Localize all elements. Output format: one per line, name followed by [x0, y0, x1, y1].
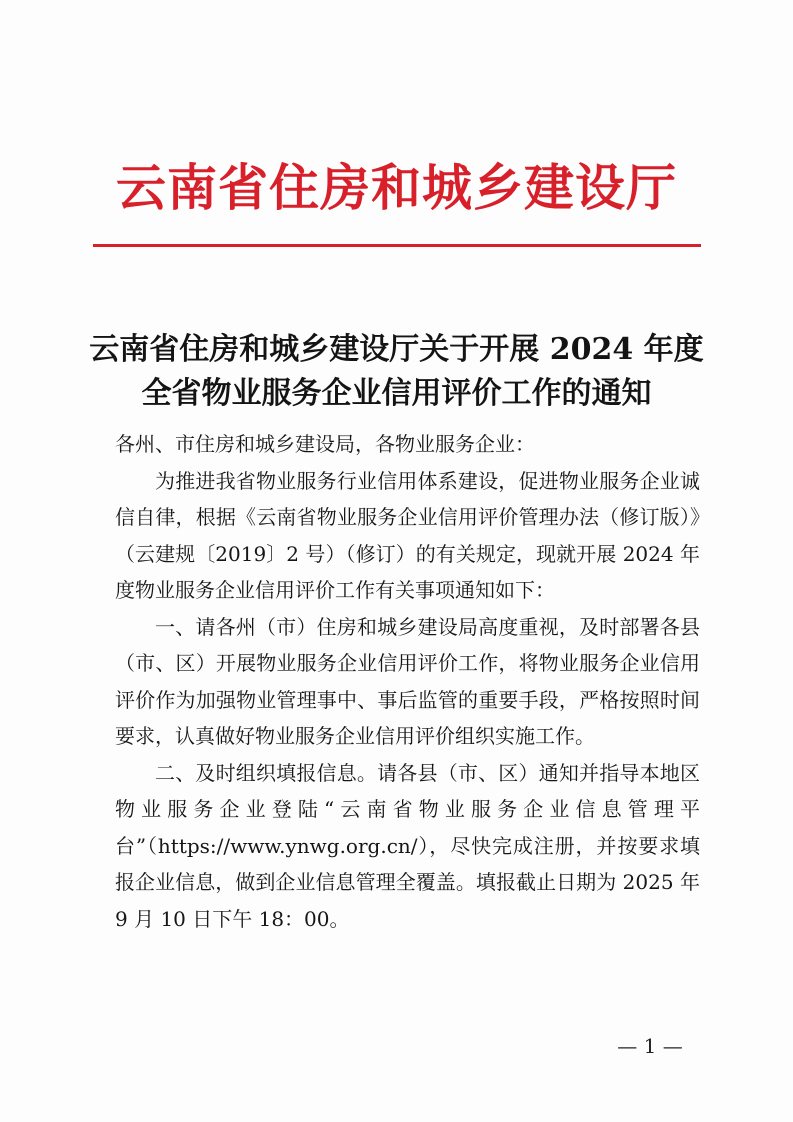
section-one-paragraph: 一、请各州（市）住房和城乡建设局高度重视，及时部署各县（市、区）开展物业服务企业信用评价工作，将物业服务企业信用评价作为加强物业管理事中、事后监管的重要手段，严格按照时间要求，认真做好物业服务企业信用评价组织实施工作。: [115, 614, 700, 748]
page-number: — 1 —: [617, 1034, 683, 1058]
header-red-rule: [93, 244, 701, 247]
document-body: [115, 426, 700, 937]
document-title-line-2: 全省物业服务企业信用评价工作的通知: [141, 376, 652, 411]
salutation: 各州、市住房和城乡建设局，各物业服务企业：: [115, 432, 535, 456]
section-two-paragraph: 二、及时组织填报信息。请各县（市、区）通知并指导本地区物业服务企业登陆“云南省物业服务企业信息管理平台”（https://www.ynwg.org.cn/），尽快完成注册，并按要求填报企业信息，做到企业信息管理全覆盖。填报截止日期为 2025 年 9 月 10 日下午 18：00。: [115, 760, 700, 931]
intro-paragraph: 为推进我省物业服务行业信用体系建设，促进物业服务企业诚信自律，根据《云南省物业服务企业信用评价管理办法（修订版）》（云建规〔2019〕2 号）（修订）的有关规定，现就开展 2024 年度物业服务企业信用评价工作有关事项通知如下：: [115, 468, 700, 602]
issuing-authority-header: 云南省住房和城乡建设厅: [116, 158, 677, 217]
document-title: [0, 328, 793, 416]
document-title-line-1: 云南省住房和城乡建设厅关于开展 2024 年度: [89, 332, 704, 367]
